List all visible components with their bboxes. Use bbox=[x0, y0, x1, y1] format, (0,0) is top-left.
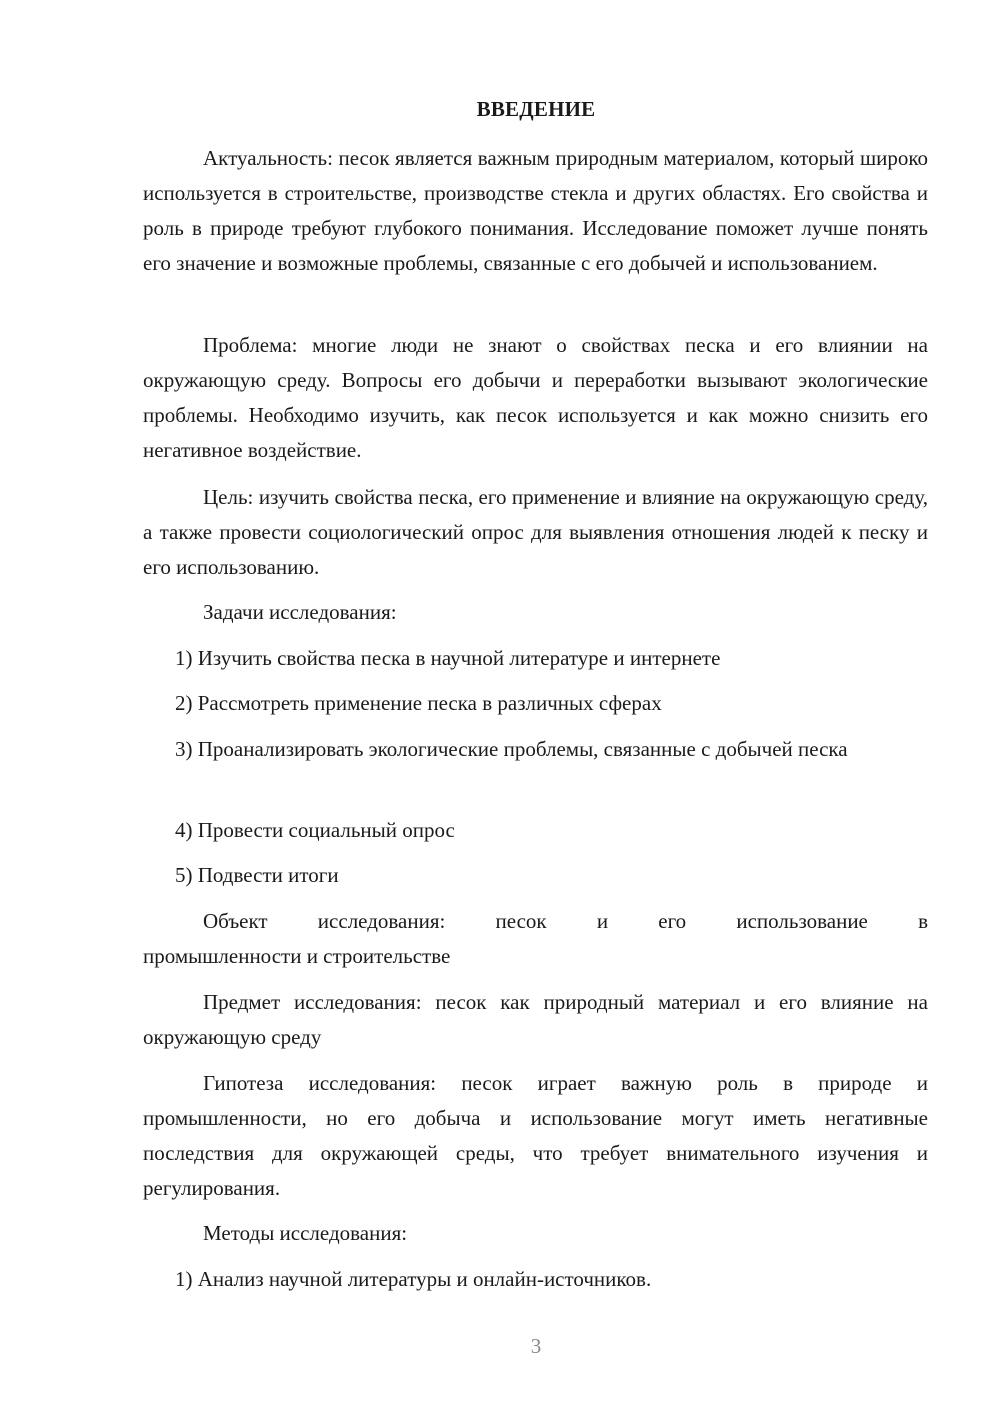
object-line-continued: промышленности и строительстве bbox=[143, 944, 451, 968]
goal-paragraph: Цель: изучить свойства песка, его применение и влияние на окружающую среду, а также провести социологический опрос для выявления отношения людей к песку и его использованию. bbox=[143, 485, 928, 579]
task-item: 4) Провести социальный опрос bbox=[175, 818, 455, 842]
task-item: 3) Проанализировать экологические проблемы, связанные с добычей песка bbox=[175, 737, 848, 761]
page-number: 3 bbox=[530, 1334, 542, 1358]
task-item: 5) Подвести итоги bbox=[175, 863, 339, 887]
method-item: 1) Анализ научной литературы и онлайн-источников. bbox=[175, 1267, 652, 1291]
subject-paragraph: Предмет исследования: песок как природный материал и его влияние на окружающую среду bbox=[143, 990, 928, 1049]
object-line: Объект исследования: песок и его использование в bbox=[203, 909, 928, 933]
problem-paragraph: Проблема: многие люди не знают о свойствах песка и его влиянии на окружающую среду. Вопросы его добычи и переработки вызывают экологические проблемы. Необходимо изучить, как песок используется и как можно снизить его негативное воздействие. bbox=[143, 333, 928, 462]
hypothesis-paragraph: Гипотеза исследования: песок играет важную роль в природе и промышленности, но его добыча и использование могут иметь негативные последствия для окружающей среды, что требует внимательного изучения и регулирования. bbox=[143, 1071, 928, 1200]
methods-heading: Методы исследования: bbox=[203, 1221, 408, 1245]
page-title: ВВЕДЕНИЕ bbox=[476, 97, 596, 121]
tasks-heading: Задачи исследования: bbox=[203, 600, 397, 624]
task-item: 2) Рассмотреть применение песка в различных сферах bbox=[175, 691, 662, 715]
task-item: 1) Изучить свойства песка в научной литературе и интернете bbox=[175, 646, 721, 670]
relevance-paragraph: Актуальность: песок является важным природным материалом, который широко используется в строительстве, производстве стекла и других областях. Его свойства и роль в природе требуют глубокого понимания. Исследование поможет лучше понять его значение и возможные проблемы, связанные с его добычей и использованием. bbox=[143, 146, 928, 275]
